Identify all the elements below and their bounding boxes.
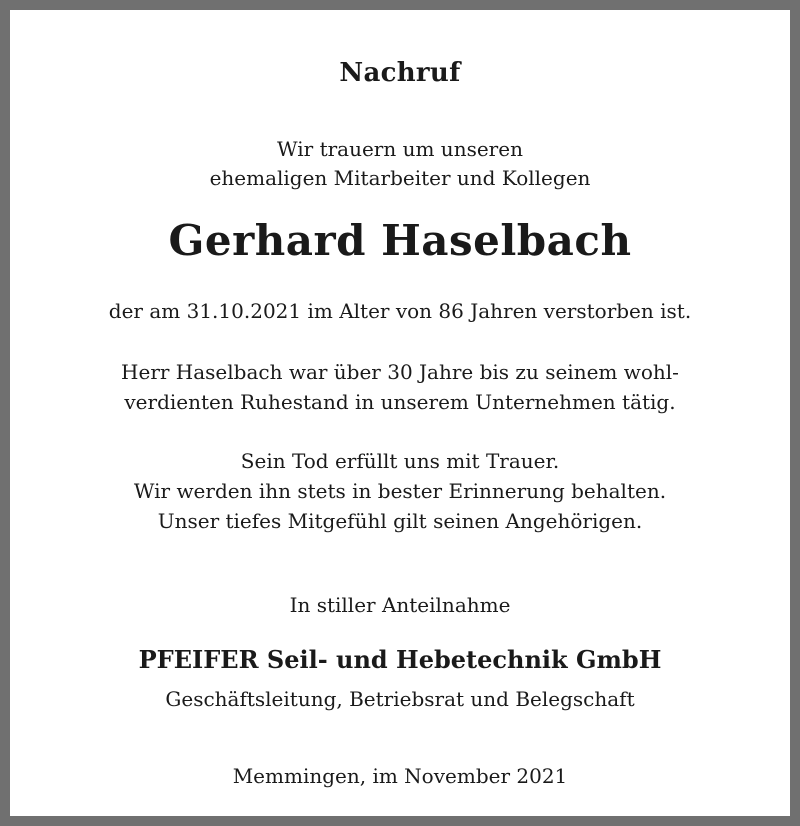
deceased-name: Gerhard Haselbach [168,216,632,265]
signatories: Geschäftsleitung, Betriebsrat und Belegschaft [165,687,635,711]
condolence-line-2: Wir werden ihn stets in bester Erinnerung behalten. [133,479,667,503]
service-line-1: Herr Haselbach war über 30 Jahre bis zu seinem wohl- [121,360,679,384]
death-line: der am 31.10.2021 im Alter von 86 Jahren verstorben ist. [108,299,692,323]
condolence-line-3: Unser tiefes Mitgefühl gilt seinen Angehörigen. [157,509,643,533]
company-name: PFEIFER Seil- und Hebetechnik GmbH [138,645,662,674]
place-date: Memmingen, im November 2021 [232,764,568,788]
obituary-content [20,20,780,806]
condolence-line-1: Sein Tod erfüllt uns mit Trauer. [240,449,560,473]
intro-line-2: ehemaligen Mitarbeiter und Kollegen [209,166,591,190]
service-line-2: verdienten Ruhestand in unserem Unternehmen tätig. [124,390,676,414]
closing: In stiller Anteilnahme [289,593,511,617]
intro-line-1: Wir trauern um unseren [277,137,523,161]
heading: Nachruf [339,58,461,88]
